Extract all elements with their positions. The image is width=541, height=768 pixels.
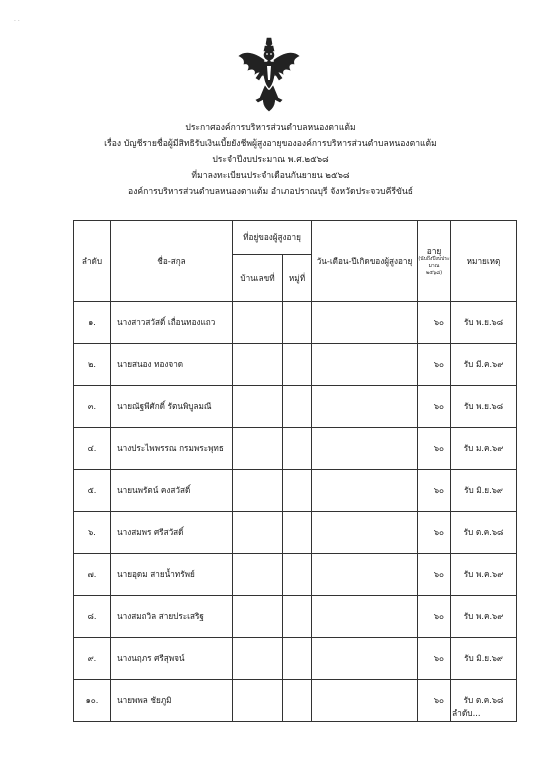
header-village: หมู่ที่: [283, 255, 312, 302]
row-note: รับ ม.ค.๖๙: [451, 428, 517, 470]
row-village: [283, 512, 312, 554]
row-note: รับ พ.ค.๖๙: [451, 596, 517, 638]
elderly-allowance-table: [73, 220, 517, 722]
row-village: [283, 428, 312, 470]
row-age: ๖๐: [418, 680, 451, 722]
garuda-emblem-icon: [236, 36, 302, 112]
row-dob: [312, 680, 418, 722]
row-house-no: [233, 680, 283, 722]
heading-announcement: ประกาศองค์การบริหารส่วนตำบลหนองตาแต้ม: [185, 123, 356, 133]
heading-fiscal-year: ประจำปีงบประมาณ พ.ศ.๒๕๖๘: [212, 155, 329, 165]
row-house-no: [233, 386, 283, 428]
row-age: ๖๐: [418, 344, 451, 386]
row-house-no: [233, 596, 283, 638]
row-age: ๖๐: [418, 302, 451, 344]
table-row: [74, 512, 517, 554]
row-house-no: [233, 302, 283, 344]
table-row: [74, 638, 517, 680]
row-name: นายอุดม สายน้ำทรัพย์: [111, 554, 233, 596]
row-age: ๖๐: [418, 512, 451, 554]
row-village: [283, 470, 312, 512]
header-note: หมายเหตุ: [451, 221, 517, 302]
heading-subject: เรื่อง บัญชีรายชื่อผู้มีสิทธิรับเงินเบี้ยยังชีพผู้สูงอายุขององค์การบริหารส่วนตำบลหนองตาแต้ม: [104, 139, 437, 149]
row-number: ๑๐.: [74, 680, 111, 722]
row-age: ๖๐: [418, 638, 451, 680]
document-heading: [0, 120, 541, 200]
heading-registration-month: ที่มาลงทะเบียนประจำเดือนกันยายน ๒๕๖๘: [191, 171, 350, 181]
row-age: ๖๐: [418, 596, 451, 638]
row-age: ๖๐: [418, 386, 451, 428]
row-number: ๓.: [74, 386, 111, 428]
row-note: รับ มี.ค.๖๙: [451, 344, 517, 386]
table-row: [74, 680, 517, 722]
table-row: [74, 428, 517, 470]
row-dob: [312, 512, 418, 554]
header-name: ชื่อ-สกุล: [111, 221, 233, 302]
row-note: รับ มิ.ย.๖๙: [451, 638, 517, 680]
header-house-no: บ้านเลขที่: [233, 255, 283, 302]
header-age-sub2: มาณ: [428, 262, 440, 269]
row-dob: [312, 302, 418, 344]
continuation-note: ลำดับ...: [452, 708, 481, 718]
row-number: ๘.: [74, 596, 111, 638]
row-house-no: [233, 638, 283, 680]
row-note: รับ ต.ค.๖๘: [451, 512, 517, 554]
header-order: ลำดับ: [74, 221, 111, 302]
header-dob: วัน-เดือน-ปีเกิดของผู้สูงอายุ: [312, 221, 418, 302]
row-number: ๕.: [74, 470, 111, 512]
row-village: [283, 554, 312, 596]
row-age: ๖๐: [418, 428, 451, 470]
row-dob: [312, 596, 418, 638]
row-village: [283, 344, 312, 386]
row-dob: [312, 386, 418, 428]
row-name: นายสนอง ทองจาด: [111, 344, 233, 386]
row-village: [283, 680, 312, 722]
row-number: ๖.: [74, 512, 111, 554]
table-row: [74, 554, 517, 596]
row-number: ๑.: [74, 302, 111, 344]
row-house-no: [233, 512, 283, 554]
row-age: ๖๐: [418, 470, 451, 512]
row-age: ๖๐: [418, 554, 451, 596]
row-number: ๗.: [74, 554, 111, 596]
row-note: รับ พ.ย.๖๘: [451, 302, 517, 344]
row-dob: [312, 344, 418, 386]
row-note: รับ พ.ย.๖๘: [451, 386, 517, 428]
row-house-no: [233, 344, 283, 386]
row-village: [283, 596, 312, 638]
row-name: นางสมพร ศรีสวัสดิ์: [111, 512, 233, 554]
row-name: นางประไพพรรณ กรมพระพุทธ: [111, 428, 233, 470]
table-row: [74, 596, 517, 638]
table-row: [74, 386, 517, 428]
row-village: [283, 386, 312, 428]
row-house-no: [233, 428, 283, 470]
row-number: ๙.: [74, 638, 111, 680]
row-dob: [312, 470, 418, 512]
row-name: นายพพล ชัยภูมิ: [111, 680, 233, 722]
row-note: รับ มิ.ย.๖๙: [451, 470, 517, 512]
heading-organization: องค์การบริหารส่วนตำบลหนองตาแต้ม อำเภอปราณบุรี จังหวัดประจวบคีรีขันธ์: [128, 187, 413, 197]
row-number: ๔.: [74, 428, 111, 470]
header-age-sub1: (นับถึงปีงบประ: [418, 255, 450, 262]
row-note: รับ ต.ค.๖๘: [451, 680, 517, 722]
row-village: [283, 302, 312, 344]
header-age: [418, 221, 451, 302]
row-village: [283, 638, 312, 680]
row-name: นายนพรัตน์ คงสวัสดิ์: [111, 470, 233, 512]
row-dob: [312, 638, 418, 680]
scan-speck: · ·: [14, 18, 20, 25]
row-house-no: [233, 470, 283, 512]
row-dob: [312, 428, 418, 470]
table-row: [74, 302, 517, 344]
row-name: นางสาวสวัสดิ์ เถื่อนทองแถว: [111, 302, 233, 344]
row-number: ๒.: [74, 344, 111, 386]
table-row: [74, 470, 517, 512]
header-address: ที่อยู่ของผู้สูงอายุ: [233, 221, 312, 255]
row-note: รับ พ.ค.๖๙: [451, 554, 517, 596]
row-name: นางสมถวิล สายประเสริฐ: [111, 596, 233, 638]
row-name: นางนฤภร ศรีสุพจน์: [111, 638, 233, 680]
header-age-sub3: ๒๕๖๘): [425, 269, 443, 276]
table-row: [74, 344, 517, 386]
row-name: นายณัฐพีศักดิ์ รัตนพิบูลมณี: [111, 386, 233, 428]
row-house-no: [233, 554, 283, 596]
header-age-label: อายุ: [426, 245, 442, 256]
row-dob: [312, 554, 418, 596]
